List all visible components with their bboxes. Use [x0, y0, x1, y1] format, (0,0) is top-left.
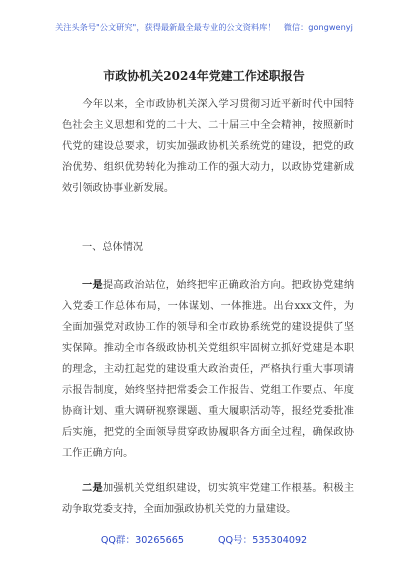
- footer-qq-group: QQ群：30265665: [100, 535, 184, 546]
- header-banner: 关注头条号"公文研究"，获得最新最全最专业的公文资料库！ 微信：gongwenyj: [55, 22, 353, 32]
- document-title: 市政协机关2024年党建工作述职报告: [103, 69, 305, 83]
- paragraph-1-text: 提高政治站位，始终把牢正确政治方向。把政协党建纳入党委工作总体布局，一体谋划、一体推进。出台xxx文件，为全面加强党对政协工作的领导和全市政协系统党的建设提供了坚实保障。推动全市各级政协机关党组织牢固树立抓好党建是本职的理念，主动扛起党的建设重大政治责任，严格执行重大事项请示报告制度，始终坚持把常委会工作报告、党组工作要点、年度协商计划、重大调研视察课题、重大履职活动等，报经党委批准后实施，把党的全面领导贯穿政协履职各方面全过程，确保政协工作正确方向。: [62, 280, 355, 459]
- paragraph-1: [62, 275, 354, 464]
- paragraph-1-lead: 一是: [82, 279, 103, 291]
- footer-contacts: [0, 532, 408, 546]
- paragraph-2: [62, 478, 354, 520]
- paragraph-2-text: 加强机关党组织建设，切实筑牢党建工作根基。积极主动争取党委支持，全面加强政协机关党的力量建设。: [62, 483, 355, 515]
- footer-qq-number: QQ号：535304092: [217, 535, 308, 546]
- section-heading: 一、总体情况: [82, 242, 144, 253]
- intro-paragraph: 今年以来，全市政协机关深入学习贯彻习近平新时代中国特色社会主义思想和党的二十大、二十届三中全会精神，按照新时代党的建设总要求，切实加强政协机关系统党的建设，把党的政治优势、组织优势转化为推动工作的强大动力，以政协党建新成效引领政协事业新发展。: [62, 99, 354, 194]
- paragraph-2-lead: 二是: [82, 482, 103, 494]
